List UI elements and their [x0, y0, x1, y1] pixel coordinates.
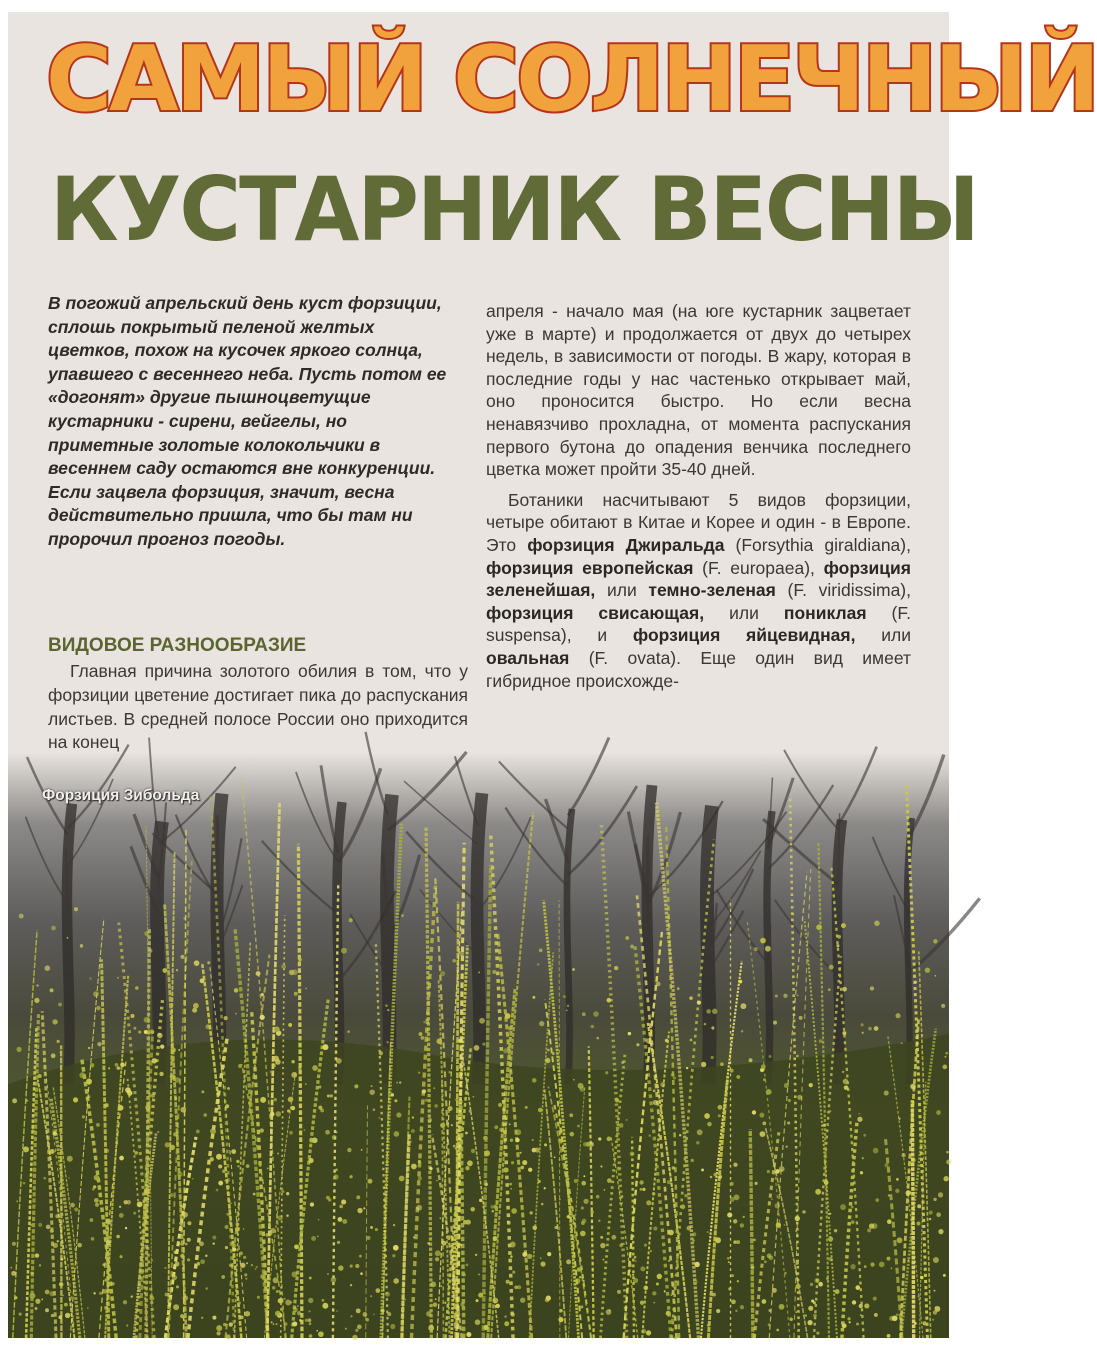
- text-span: или: [855, 625, 912, 646]
- species-name: форзиция яйцевидная,: [632, 625, 856, 646]
- right-column: [486, 300, 911, 700]
- forsythia-photo: [8, 754, 949, 1338]
- lead-paragraph: В погожий апрельский день куст форзиции, сплошь покрытый пеленой желтых цветков, похож на кусочек яркого солнца, упавшего с весеннего неба. Пусть потом ее «догонят» другие пышноцветущие кустарники - сирени, вейгелы, но приметные золотые колокольчики в весеннем саду остаются вне конкуренции. Если зацвела форзиция, значит, весна действительно пришла, что бы там ни пророчил прогноз погоды.: [48, 293, 447, 549]
- body-paragraph-right-2: [486, 489, 911, 692]
- species-name: форзиция зеленейшая,: [486, 557, 911, 601]
- species-name: форзиция свисающая,: [486, 602, 705, 623]
- body-paragraph-left: Главная причина золотого обилия в том, что у форзиции цветение достигает пика до распускания листьев. В средней полосе России оно приходится на конец: [48, 661, 468, 753]
- forsythia-illustration: [8, 754, 949, 1338]
- magazine-page: [8, 12, 1097, 1338]
- text-span: или: [704, 602, 784, 623]
- text-span: (F. suspensa), и: [486, 602, 911, 646]
- title-line-1: САМЫЙ СОЛНЕЧНЫЙ: [46, 27, 1097, 132]
- text-span: (F. ovata). Еще один вид имеет гибридное происхожде-: [486, 647, 911, 691]
- species-name: форзиция европейская: [486, 557, 694, 578]
- body-paragraph-right-1: апреля - начало мая (на юге кустарник зацветает уже в марте) и продолжается от двух до четырех недель, в зависимости от погоды. В жару, которая в последние годы у нас частенько открывает май, оно проносится быстро. Но если весна ненавязчиво прохладна, от момента распускания первого бутона до опадения венчика последнего цветка может пройти 35-40 дней.: [486, 301, 911, 480]
- text-span: (F. viridissima),: [775, 580, 911, 601]
- species-name: темно-зеленая: [648, 580, 776, 601]
- section-subheading: ВИДОВОЕ РАЗНООБРАЗИЕ: [48, 635, 307, 656]
- species-name: овальная: [486, 647, 570, 668]
- species-name: форзиция Джиральда: [527, 534, 725, 555]
- text-span: (F. europaea),: [693, 557, 824, 578]
- photo-caption: Форзиция Зибольда: [42, 787, 200, 804]
- text-span: или: [595, 580, 649, 601]
- title-line-2: КУСТАРНИК ВЕСНЫ: [50, 157, 978, 261]
- text-span: Ботаники насчитывают 5 видов форзиции, четыре обитают в Китае и Корее и один - в Европе. Это: [486, 489, 911, 555]
- species-name: пониклая: [783, 602, 867, 623]
- text-span: (Forsythia giraldiana),: [724, 534, 911, 555]
